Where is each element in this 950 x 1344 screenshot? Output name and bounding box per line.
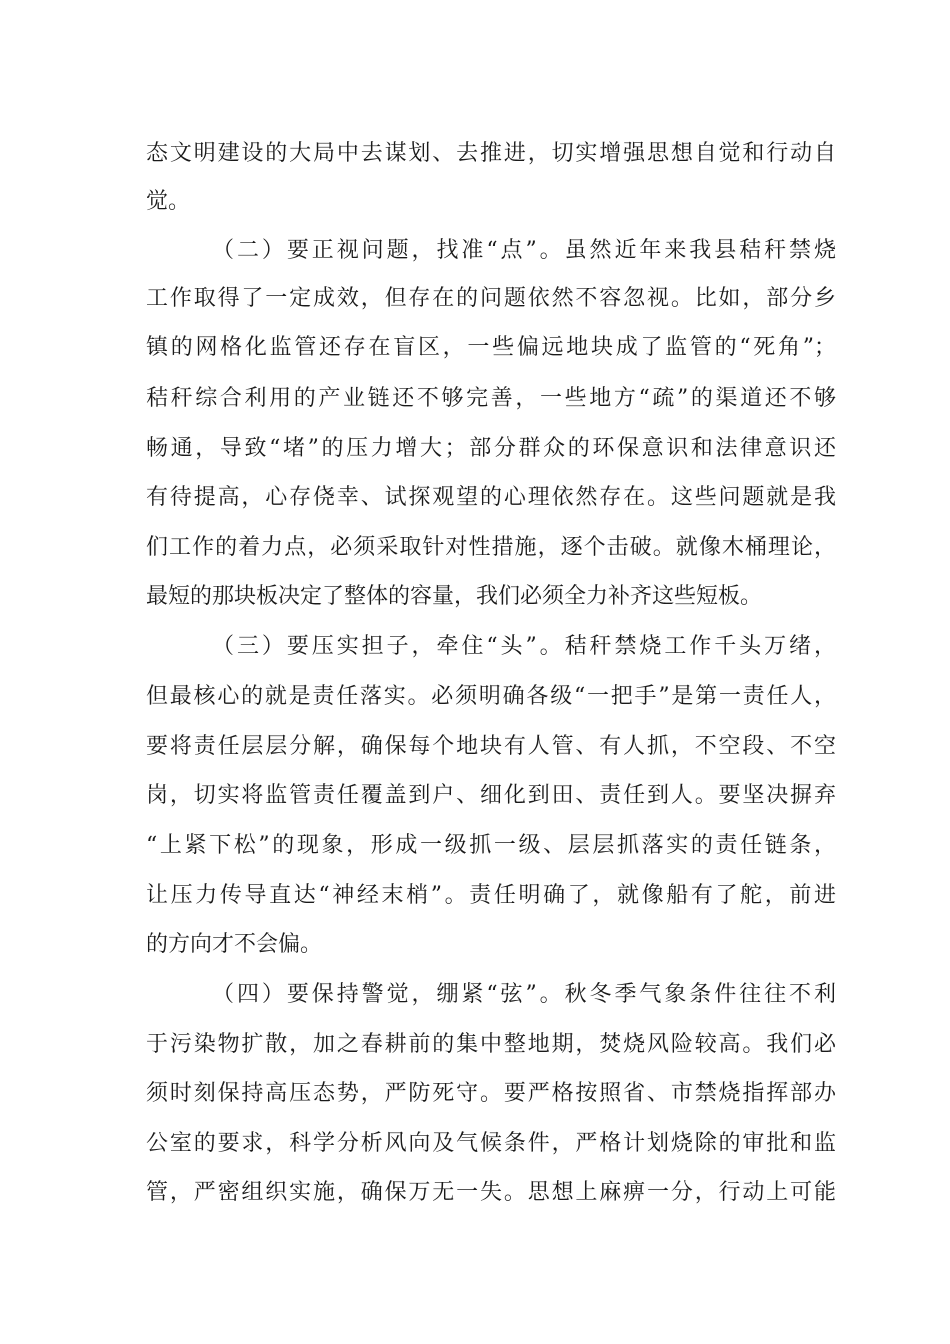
text-line-8: 有待提高，心存侥幸、试探观望的心理依然存在。这些问题就是我 [146,485,836,510]
text-line-4: 工作取得了一定成效，但存在的问题依然不容忽视。比如，部分乡 [146,286,836,311]
text-line-10: 最短的那块板决定了整体的容量，我们必须全力补齐这些短板。 [146,584,763,609]
section-2-heading-line: （二）要正视问题，找准“点”。虽然近年来我县秸秆禁烧 [212,238,836,263]
text-line-5: 镇的网格化监管还存在盲区，一些偏远地块成了监管的“死角”； [146,335,836,360]
text-line-22: 管，严密组织实施，确保万无一失。思想上麻痹一分，行动上可能 [146,1180,836,1205]
text-line-13: 要将责任层层分解，确保每个地块有人管、有人抓，不空段、不空 [146,734,836,759]
section-3-heading-line: （三）要压实担子，牵住“头”。秸秆禁烧工作千头万绪， [212,634,836,659]
text-line-2: 觉。 [146,189,191,214]
text-line-12: 但最核心的就是责任落实。必须明确各级“一把手”是第一责任人， [146,684,836,709]
text-line-7: 畅通，导致“堵”的压力增大；部分群众的环保意识和法律意识还 [146,436,836,461]
text-line-15: “上紧下松”的现象，形成一级抓一级、层层抓落实的责任链条， [146,833,836,858]
text-line-20: 须时刻保持高压态势，严防死守。要严格按照省、市禁烧指挥部办 [146,1081,836,1106]
text-line-16: 让压力传导直达“神经末梢”。责任明确了，就像船有了舵，前进 [146,883,836,908]
section-4-heading-line: （四）要保持警觉，绷紧“弦”。秋冬季气象条件往往不利 [212,982,836,1007]
text-line-14: 岗，切实将监管责任覆盖到户、细化到田、责任到人。要坚决摒弃 [146,783,836,808]
text-line-21: 公室的要求，科学分析风向及气候条件，严格计划烧除的审批和监 [146,1131,836,1156]
text-line-19: 于污染物扩散，加之春耕前的集中整地期，焚烧风险较高。我们必 [146,1032,836,1057]
text-line-1: 态文明建设的大局中去谋划、去推进，切实增强思想自觉和行动自 [146,141,836,166]
text-line-17: 的方向才不会偏。 [146,932,323,957]
text-line-6: 秸秆综合利用的产业链还不够完善，一些地方“疏”的渠道还不够 [146,386,836,411]
text-line-9: 们工作的着力点，必须采取针对性措施，逐个击破。就像木桶理论， [146,535,836,560]
